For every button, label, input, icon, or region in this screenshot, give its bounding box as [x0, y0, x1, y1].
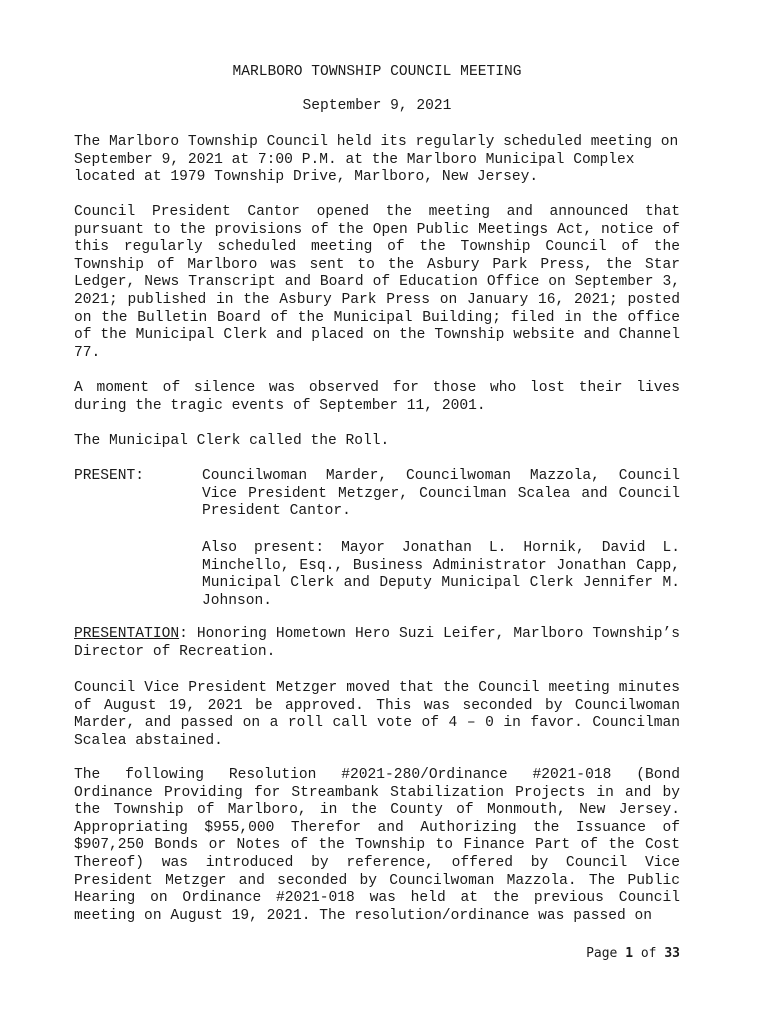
present-members: Councilwoman Marder, Councilwoman Mazzola, Council Vice President Metzger, Councilman Scalea and Council President Cantor. [202, 468, 680, 520]
page-total: 33 [664, 946, 680, 961]
notice-paragraph: Council President Cantor opened the meeting and announced that pursuant to the provisions of the Open Public Meetings Act, notice of this regularly scheduled meeting of the Township Council of the Township of Marlboro was sent to the Asbury Park Press, the Star Ledger, News Transcript and Board of Education Office on September 3, 2021; published in the Asbury Park Press on January 16, 2021; posted on the Bulletin Board of the Municipal Building; filed in the office of the Municipal Clerk and placed on the Township website and Channel 77. [74, 204, 680, 361]
page-word: Page [586, 946, 618, 961]
meeting-date: September 9, 2021 [302, 98, 452, 114]
page-current: 1 [625, 946, 634, 961]
present-label: PRESENT: [74, 468, 145, 484]
of-word: of [640, 946, 657, 961]
also-present: Also present: Mayor Jonathan L. Hornik, David L. Minchello, Esq., Business Administrator Jonathan Capp, Municipal Clerk and Deputy Municipal Clerk Jennifer M. Johnson. [202, 540, 680, 609]
presentation-paragraph [74, 626, 680, 661]
silence-paragraph: A moment of silence was observed for those who lost their lives during the tragic events of September 11, 2001. [74, 380, 680, 414]
presentation-label: PRESENTATION [74, 626, 180, 642]
minutes-paragraph: Council Vice President Metzger moved that the Council meeting minutes of August 19, 2021 be approved. This was seconded by Councilwoman Marder, and passed on a roll call vote of 4 – 0 in favor. Councilman Scalea abstained. [74, 680, 680, 749]
presentation-text: : Honoring Hometown Hero Suzi Leifer, Marlboro Township’s Director of Recreation. [74, 626, 680, 660]
page-footer [480, 945, 680, 963]
roll-call-paragraph: The Municipal Clerk called the Roll. [74, 433, 390, 449]
resolution-paragraph: The following Resolution #2021-280/Ordinance #2021-018 (Bond Ordinance Providing for Streambank Stabilization Projects in and by the Township of Marlboro, in the County of Monmouth, New Jersey. Appropriating $955,000 Therefor and Authorizing the Issuance of $907,250 Bonds or Notes of the Township to Finance Part of the Cost Thereof) was introduced by reference, offered by Council Vice President Metzger and seconded by Councilwoman Mazzola. The Public Hearing on Ordinance #2021-018 was held at the previous Council meeting on August 19, 2021. The resolution/ordinance was passed on [74, 767, 680, 924]
intro-paragraph: The Marlboro Township Council held its regularly scheduled meeting on September 9, 2021 at 7:00 P.M. at the Marlboro Municipal Complex located at 1979 Township Drive, Marlboro, New Jersey. [74, 134, 679, 186]
document-title: MARLBORO TOWNSHIP COUNCIL MEETING [232, 64, 522, 80]
